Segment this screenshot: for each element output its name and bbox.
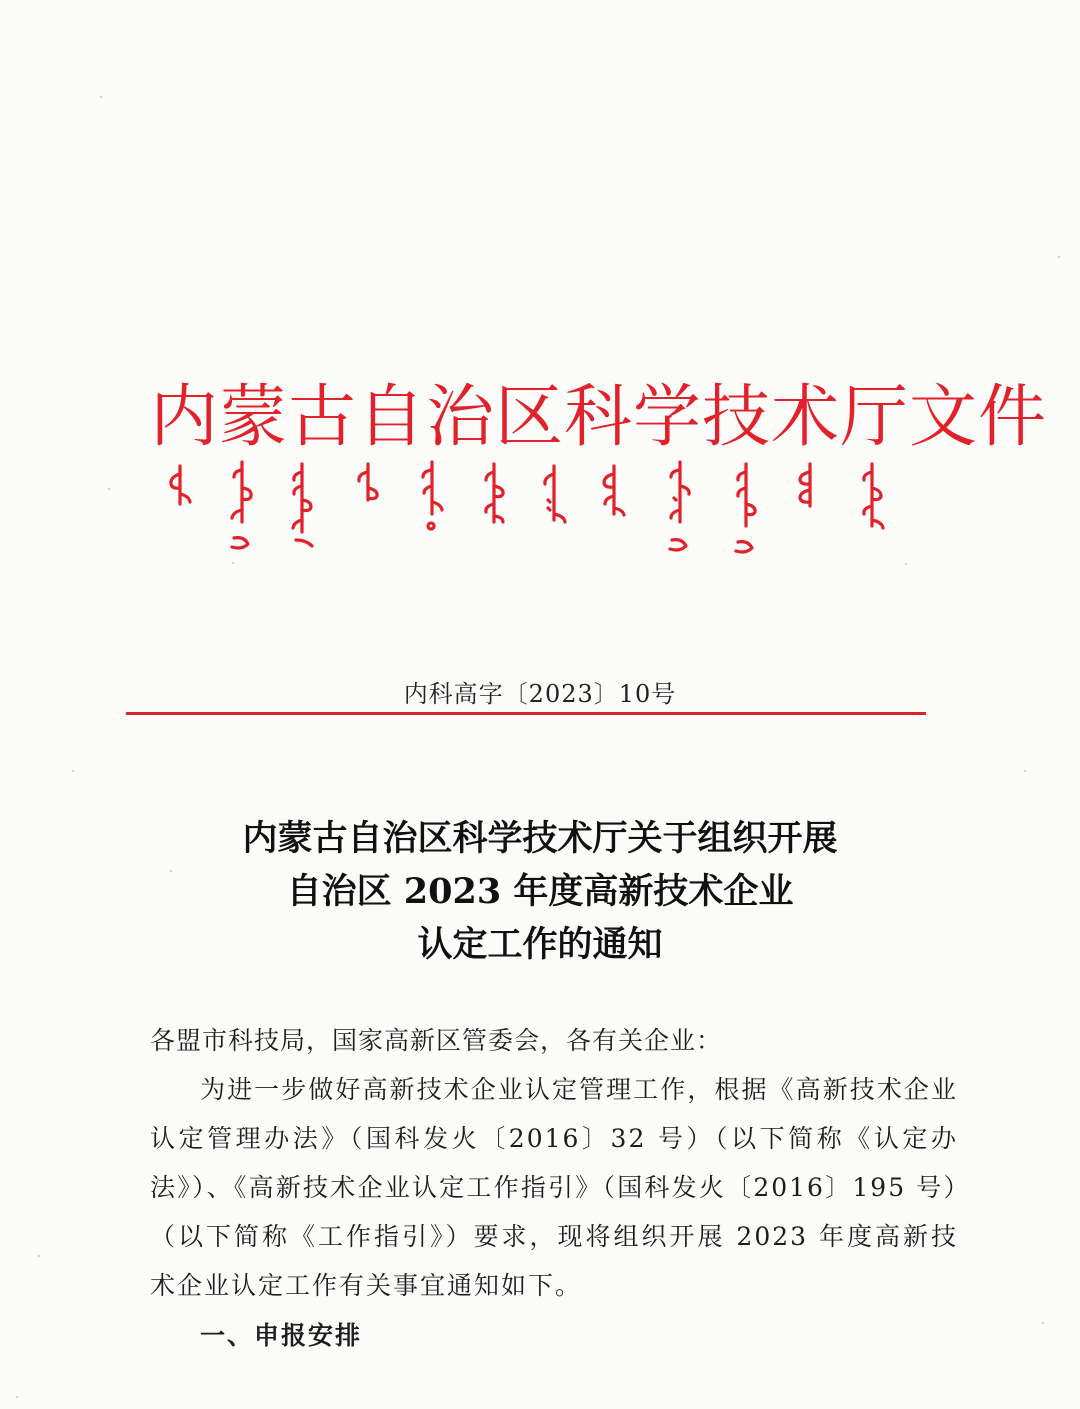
red-divider-rule — [126, 712, 926, 715]
scan-speck — [1058, 256, 1060, 258]
addressee: 各盟市科技局，国家高新区管委会，各有关企业： — [150, 1026, 723, 1055]
document-number: 内科高字〔2023〕10号 — [403, 680, 677, 708]
notice-title-line: 内蒙古自治区科学技术厅关于组织开展 — [242, 818, 838, 859]
notice-title-line: 自治区 2023 年度高新技术企业 — [286, 871, 794, 912]
intro-paragraph: 为进一步做好高新技术企业认定管理工作，根据《高新技术企业认定管理办法》（国科发火〔2016〕32 号）（以下简称《认定办法》）、《高新技术企业认定工作指引》（国科发火〔2016〕195 号）（以下简称《工作指引》）要求，现将组织开展 2023 年度高新技术企业认定工作有关事宜通知如下。 — [150, 1075, 958, 1300]
scan-speck — [1024, 770, 1026, 772]
scan-speck — [905, 563, 907, 565]
masthead-title: 内蒙古自治区科学技术厅文件 — [150, 378, 1048, 457]
scan-speck — [100, 96, 102, 98]
mongolian-script-masthead — [150, 460, 910, 560]
notice-body — [150, 1016, 958, 1360]
scan-speck — [38, 1255, 40, 1257]
notice-title-line: 认定工作的通知 — [417, 924, 663, 965]
section-heading: 一、申报安排 — [200, 1321, 363, 1350]
mongolian-script-graphic — [150, 460, 910, 560]
scan-speck — [232, 562, 234, 564]
scan-speck — [72, 770, 74, 772]
scan-speck — [16, 1396, 18, 1398]
scan-speck — [108, 488, 110, 490]
notice-title — [0, 812, 1080, 971]
scan-speck — [1042, 1322, 1044, 1324]
